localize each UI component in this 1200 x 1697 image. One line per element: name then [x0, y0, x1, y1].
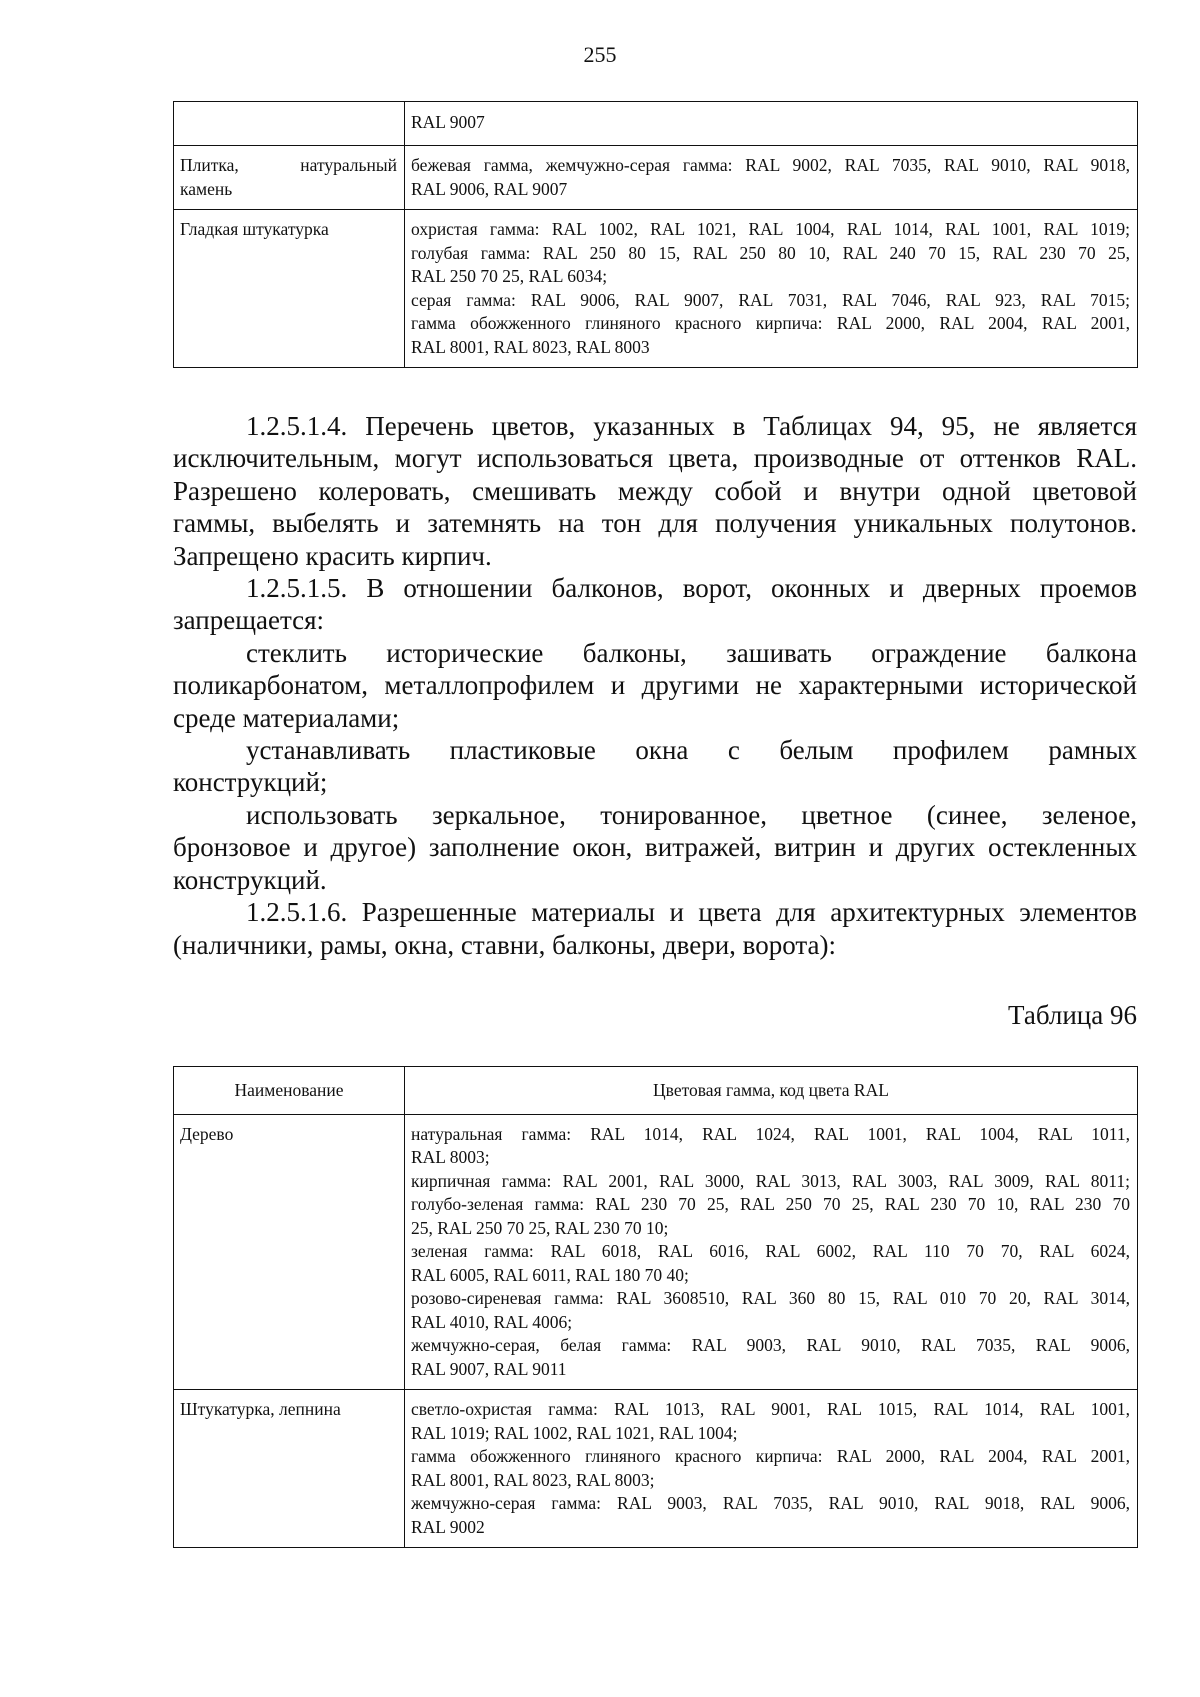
- color-line: RAL 8003;: [411, 1147, 490, 1167]
- row-name-cell: Штукатурка, лепнина: [174, 1390, 405, 1548]
- color-line: розово-сиреневая гамма: RAL 3608510, RAL 360 80 15, RAL 010 70 20, RAL 3014,: [411, 1288, 1130, 1308]
- paragraph-1-2-5-1-4: [173, 410, 1137, 572]
- row-colors-cell: [405, 1114, 1138, 1390]
- text-line: стеклить исторические балконы, зашивать ограждение балкона: [246, 637, 1137, 668]
- text-line: использовать зеркальное, тонированное, цветное (синее, зеленое,: [246, 799, 1137, 830]
- table-row: [174, 146, 1138, 210]
- color-line: зеленая гамма: RAL 6018, RAL 6016, RAL 6002, RAL 110 70 70, RAL 6024,: [411, 1241, 1130, 1261]
- row-colors-cell: [405, 102, 1138, 146]
- text-line: гаммы, выбелять и затемнять на тон для получения уникальных полутонов.: [173, 508, 1137, 539]
- text-line: устанавливать пластиковые окна с белым профилем рамных: [246, 735, 1137, 766]
- body-text: [173, 410, 1137, 961]
- text-line: Запрещено красить кирпич.: [173, 540, 492, 571]
- color-line: кирпичная гамма: RAL 2001, RAL 3000, RAL 3013, RAL 3003, RAL 3009, RAL 8011;: [411, 1170, 1130, 1191]
- table-96: [173, 1066, 1138, 1548]
- text-line: бронзовое и другое) заполнение окон, витражей, витрин и других остекленных: [173, 832, 1137, 863]
- color-line: серая гамма: RAL 9006, RAL 9007, RAL 7031, RAL 7046, RAL 923, RAL 7015;: [411, 289, 1130, 310]
- text-line: исключительным, могут использоваться цвета, производные от оттенков RAL.: [173, 443, 1137, 474]
- color-line: RAL 250 70 25, RAL 6034;: [411, 266, 608, 286]
- text-line: поликарбонатом, металлопрофилем и другими не характерными исторической: [173, 670, 1137, 701]
- page-number: 255: [583, 42, 617, 67]
- color-line: гамма обожженного глиняного красного кирпича: RAL 2000, RAL 2004, RAL 2001,: [411, 1446, 1130, 1466]
- table-continuation: [173, 101, 1138, 368]
- paragraph-glazing-balconies: [173, 637, 1137, 734]
- paragraph-1-2-5-1-6: [173, 896, 1137, 961]
- text-line: Разрешено колеровать, смешивать между собой и внутри одной цветовой: [173, 475, 1137, 506]
- text-line: конструкций.: [173, 864, 327, 895]
- table-row: [174, 102, 1138, 146]
- row-name-cell: Дерево: [174, 1114, 405, 1390]
- color-line: бежевая гамма, жемчужно-серая гамма: RAL 9002, RAL 7035, RAL 9010, RAL 9018,: [411, 155, 1130, 175]
- color-line: голубо-зеленая гамма: RAL 230 70 25, RAL 250 70 25, RAL 230 70 10, RAL 230 70: [411, 1194, 1130, 1214]
- color-line: гамма обожженного глиняного красного кирпича: RAL 2000, RAL 2004, RAL 2001,: [411, 313, 1130, 333]
- color-line: RAL 9002: [411, 1516, 485, 1537]
- color-line: RAL 9006, RAL 9007: [411, 178, 568, 199]
- text-line: 1.2.5.1.5. В отношении балконов, ворот, оконных и дверных проемов: [246, 573, 1137, 604]
- color-line: охристая гамма: RAL 1002, RAL 1021, RAL 1004, RAL 1014, RAL 1001, RAL 1019;: [411, 219, 1130, 239]
- color-line: RAL 9007: [411, 112, 485, 132]
- row-name-cell: Гладкая штукатурка: [174, 210, 405, 368]
- row-colors-cell: [405, 210, 1138, 368]
- color-line: жемчужно-серая гамма: RAL 9003, RAL 7035, RAL 9010, RAL 9018, RAL 9006,: [411, 1493, 1130, 1513]
- row-name-cell: [174, 146, 405, 210]
- text-line: запрещается:: [173, 605, 325, 636]
- text-line: среде материалами;: [173, 702, 400, 733]
- paragraph-plastic-windows: [173, 734, 1137, 799]
- text-line: (наличники, рамы, окна, ставни, балконы, двери, ворота):: [173, 929, 836, 960]
- row-colors-cell: [405, 1390, 1138, 1548]
- color-line: светло-охристая гамма: RAL 1013, RAL 9001, RAL 1015, RAL 1014, RAL 1001,: [411, 1399, 1130, 1419]
- paragraph-1-2-5-1-5: [173, 572, 1137, 637]
- row-name-cell: [174, 102, 405, 146]
- row-name-line: камень: [180, 178, 233, 199]
- table-caption: Таблица 96: [1008, 1000, 1137, 1030]
- color-line: RAL 8001, RAL 8023, RAL 8003;: [411, 1469, 655, 1490]
- color-line: натуральная гамма: RAL 1014, RAL 1024, RAL 1001, RAL 1004, RAL 1011,: [411, 1123, 1130, 1144]
- table-row: [174, 1390, 1138, 1548]
- color-line: голубая гамма: RAL 250 80 15, RAL 250 80 10, RAL 240 70 15, RAL 230 70 25,: [411, 242, 1130, 263]
- column-header-name: Наименование: [174, 1067, 405, 1115]
- text-line: конструкций;: [173, 767, 328, 798]
- color-line: жемчужно-серая, белая гамма: RAL 9003, RAL 9010, RAL 7035, RAL 9006,: [411, 1335, 1130, 1355]
- color-line: RAL 8001, RAL 8023, RAL 8003: [411, 336, 650, 357]
- color-line: RAL 1019; RAL 1002, RAL 1021, RAL 1004;: [411, 1422, 738, 1443]
- table-header-row: [174, 1067, 1138, 1115]
- color-line: RAL 4010, RAL 4006;: [411, 1311, 573, 1332]
- row-name-line: Плитка, натуральный: [180, 155, 397, 175]
- row-colors-cell: [405, 146, 1138, 210]
- table-row: [174, 1114, 1138, 1390]
- paragraph-mirror-glass: [173, 799, 1137, 896]
- color-line: 25, RAL 250 70 25, RAL 230 70 10;: [411, 1217, 669, 1238]
- color-line: RAL 6005, RAL 6011, RAL 180 70 40;: [411, 1264, 689, 1285]
- table-row: [174, 210, 1138, 368]
- column-header-colors: Цветовая гамма, код цвета RAL: [405, 1067, 1138, 1115]
- color-line: RAL 9007, RAL 9011: [411, 1358, 567, 1379]
- text-line: 1.2.5.1.4. Перечень цветов, указанных в Таблицах 94, 95, не является: [246, 411, 1137, 441]
- text-line: 1.2.5.1.6. Разрешенные материалы и цвета для архитектурных элементов: [246, 897, 1137, 928]
